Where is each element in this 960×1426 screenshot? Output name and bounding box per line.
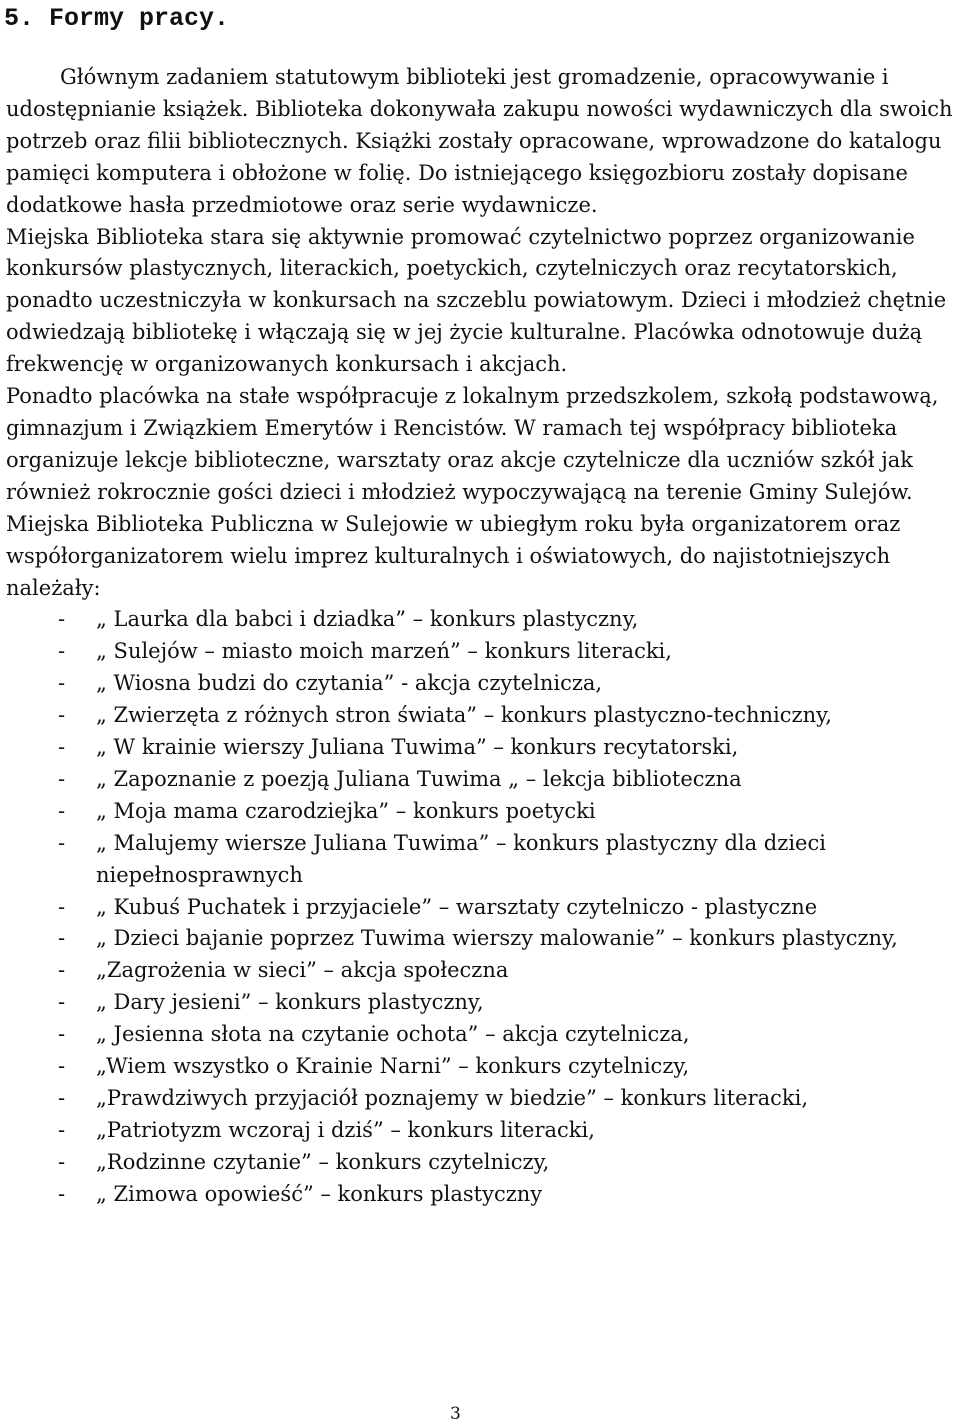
event-text: „ Zimowa opowieść” – konkurs plastyczny <box>96 1181 543 1206</box>
event-text: „ Wiosna budzi do czytania” - akcja czytelnicza, <box>96 671 603 696</box>
event-text: „ Kubuś Puchatek i przyjaciele” – warsztaty czytelniczo - plastyczne <box>96 894 818 919</box>
list-dash: - <box>58 607 66 632</box>
list-dash: - <box>58 735 66 760</box>
event-text: „Patriotyzm wczoraj i dziś” – konkurs literacki, <box>96 1117 595 1142</box>
event-text: „ Zwierzęta z różnych stron świata” – konkurs plastyczno-techniczny, <box>96 703 832 728</box>
event-text: „ Malujemy wiersze Juliana Tuwima” – konkurs plastyczny dla dzieci niepełnosprawnych <box>96 830 826 887</box>
list-item <box>6 828 956 892</box>
paragraph-cooperation: Ponadto placówka na stałe współpracuje z lokalnym przedszkolem, szkołą podstawową, gimnazjum i Związkiem Emerytów i Rencistów. W ramach tej współpracy biblioteka organizuje lekcje biblioteczne, warsztaty oraz akcje czytelnicze dla uczniów szkół jak również rokrocznie gości dzieci i młodzież wypoczywającą na terenie Gminy Sulejów. <box>6 384 939 504</box>
page-number: 3 <box>450 1404 461 1424</box>
event-text: „ Sulejów – miasto moich marzeń” – konkurs literacki, <box>96 639 672 664</box>
list-item <box>6 892 956 924</box>
paragraph-reading-promotion: Miejska Biblioteka stara się aktywnie promować czytelnictwo poprzez organizowanie konkursów plastycznych, literackich, poetyckich, czytelniczych oraz recytatorskich, ponadto uczestniczyła w konkursach na szczeblu powiatowym. Dzieci i młodzież chętnie odwiedzają bibliotekę i włączają się w jej życie kulturalne. Placówka odnotowuje dużą frekwencję w organizowanych konkursach i akcjach. <box>6 224 947 377</box>
event-text: „ Zapoznanie z poezją Juliana Tuwima „ – lekcja biblioteczna <box>96 766 742 791</box>
list-dash: - <box>58 1149 66 1174</box>
list-item <box>6 1115 956 1147</box>
list-item <box>6 636 956 668</box>
list-dash: - <box>58 671 66 696</box>
list-item <box>6 1179 956 1211</box>
event-text: „Rodzinne czytanie” – konkurs czytelniczy, <box>96 1149 550 1174</box>
paragraph-collection-duties: Głównym zadaniem statutowym biblioteki jest gromadzenie, opracowywanie i udostępnianie książek. Biblioteka dokonywała zakupu nowości wydawniczych dla swoich potrzeb oraz filii bibliotecznych. Książki zostały opracowane, wprowadzone do katalogu pamięci komputera i obłożone w folię. Do istniejącego księgozbioru zostały dopisane dodatkowe hasła przedmiotowe oraz serie wydawnicze. <box>6 65 953 217</box>
section-heading: 5. Formy pracy. <box>4 4 230 33</box>
list-item <box>6 796 956 828</box>
event-text: „ Laurka dla babci i dziadka” – konkurs plastyczny, <box>96 607 639 632</box>
list-dash: - <box>58 703 66 728</box>
document-body <box>6 62 956 1211</box>
list-item <box>6 1019 956 1051</box>
list-item <box>6 732 956 764</box>
list-dash: - <box>58 958 66 983</box>
event-text: „ Jesienna słota na czytanie ochota” – akcja czytelnicza, <box>96 1022 690 1047</box>
event-text: „ W krainie wierszy Juliana Tuwima” – konkurs recytatorski, <box>96 735 739 760</box>
events-list <box>6 604 956 1210</box>
event-text: „ Dzieci bajanie poprzez Tuwima wierszy malowanie” – konkurs plastyczny, <box>96 926 898 951</box>
list-item <box>6 1147 956 1179</box>
list-item <box>6 668 956 700</box>
list-item <box>6 700 956 732</box>
list-dash: - <box>58 798 66 823</box>
list-dash: - <box>58 926 66 951</box>
list-item <box>6 955 956 987</box>
event-text: „ Dary jesieni” – konkurs plastyczny, <box>96 990 484 1015</box>
list-dash: - <box>58 1054 66 1079</box>
list-dash: - <box>58 639 66 664</box>
paragraph-events-intro: Miejska Biblioteka Publiczna w Sulejowie w ubiegłym roku była organizatorem oraz współorganizatorem wielu imprez kulturalnych i oświatowych, do najistotniejszych należały: <box>6 511 901 600</box>
list-dash: - <box>58 1181 66 1206</box>
event-text: „Prawdziwych przyjaciół poznajemy w biedzie” – konkurs literacki, <box>96 1086 809 1110</box>
event-text: „Wiem wszystko o Krainie Narni” – konkurs czytelniczy, <box>96 1054 690 1079</box>
event-text: „ Moja mama czarodziejka” – konkurs poetycki <box>96 798 596 823</box>
list-dash: - <box>58 1022 66 1047</box>
list-item <box>6 923 956 955</box>
list-dash: - <box>58 894 66 919</box>
list-item <box>6 987 956 1019</box>
list-dash: - <box>58 1117 66 1142</box>
list-item <box>6 604 956 636</box>
list-dash: - <box>58 1086 66 1110</box>
list-item <box>6 1051 956 1083</box>
list-dash: - <box>58 990 66 1015</box>
list-dash: - <box>58 766 66 791</box>
list-dash: - <box>58 830 66 855</box>
event-text: „Zagrożenia w sieci” – akcja społeczna <box>96 958 509 983</box>
list-item <box>6 764 956 796</box>
list-item <box>6 1083 956 1115</box>
